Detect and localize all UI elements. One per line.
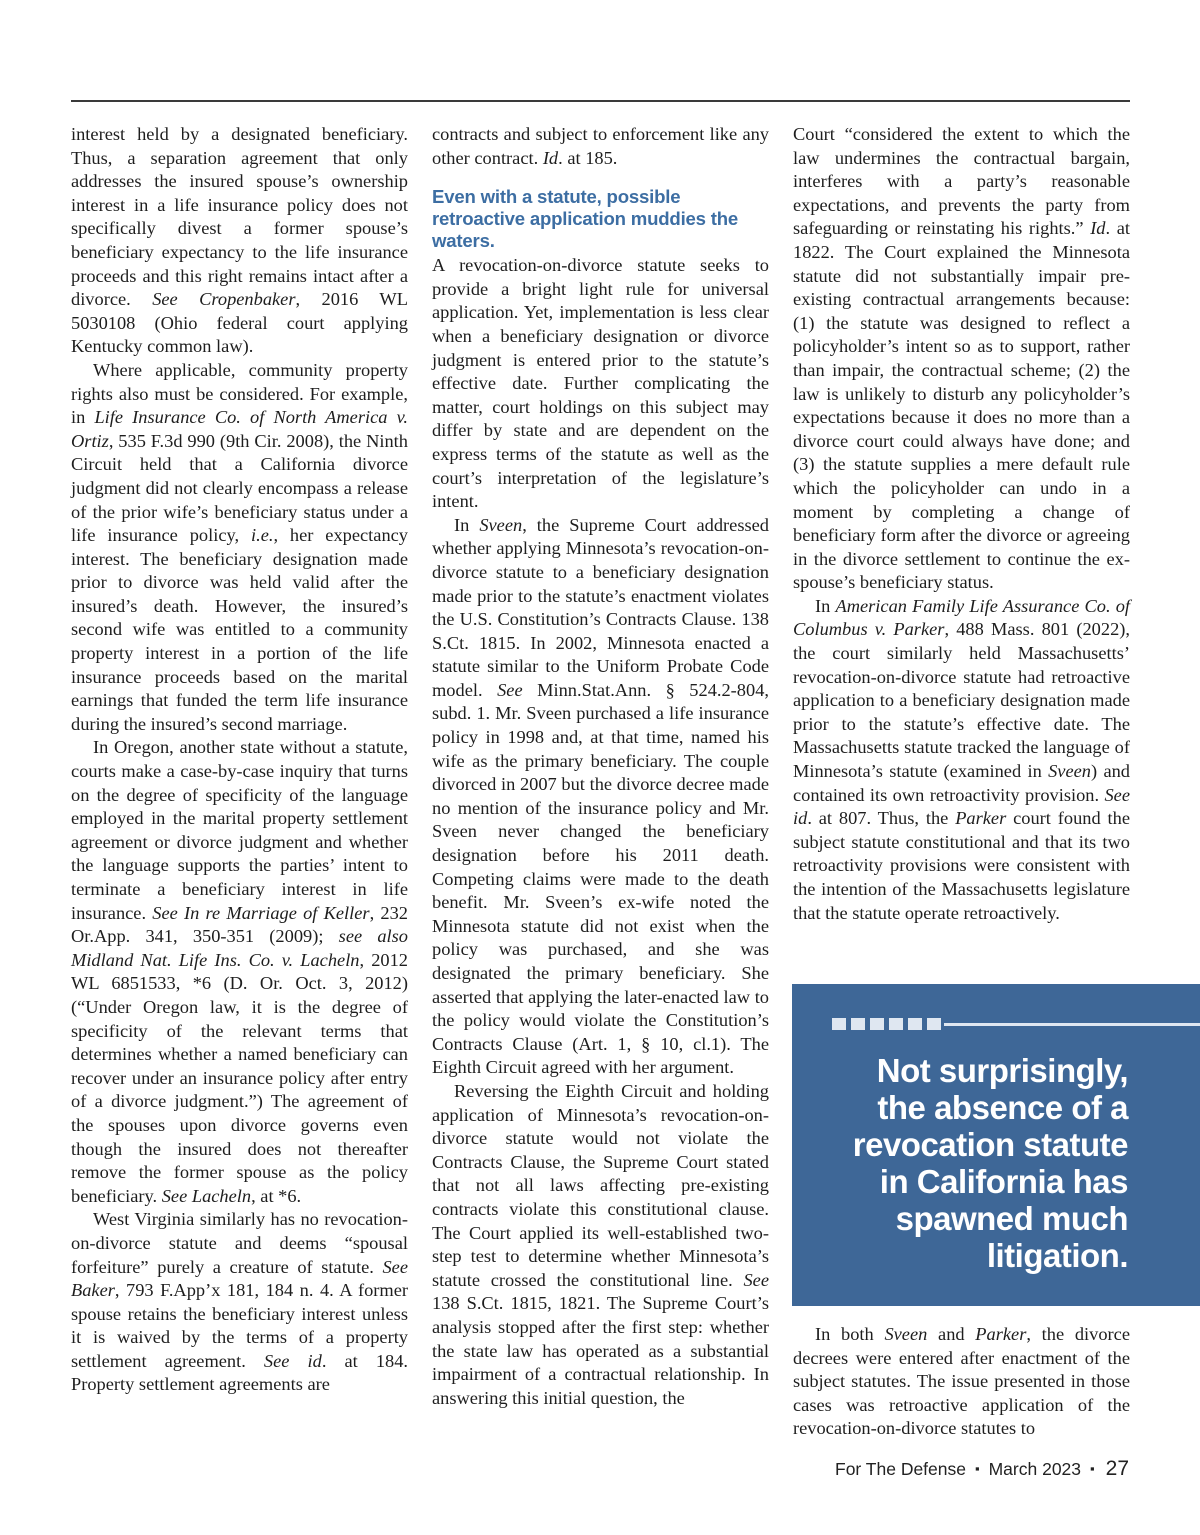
paragraph: contracts and subject to enforcement like any other contract. Id. at 185.	[432, 124, 769, 168]
paragraph: interest held by a designated beneficiary. Thus, a separation agreement that only addresses the insured spouse’s ownership interest in a life insurance policy does not specifically divest a former spouse’s beneficiary expectancy to the life insurance proceeds and this right remains intact after a divorce. See Cropenbaker, 2016 WL 5030108 (Ohio federal court applying Kentucky common law).	[71, 124, 408, 357]
pull-quote-text	[798, 1052, 1128, 1274]
deco-square	[927, 1018, 941, 1030]
page-footer	[835, 1457, 1129, 1481]
bullet-icon: ▪	[1090, 1461, 1095, 1476]
paragraph: A revocation-on-divorce statute seeks to provide a bright light rule for universal application. Yet, implementation is less clear when a beneficiary designation or divorce judgment is entered prior to the statute’s effective date. Further complicating the matter, court holdings on this subject may differ by state and are dependent on the express terms of the statute as well as the court’s interpretation of the legislature’s intent.	[432, 255, 769, 512]
paragraph: In both Sveen and Parker, the divorce decrees were entered after enactment of the subject statutes. The issue presented in those cases was retroactive application of the revocation-on-divorce statutes to	[793, 1324, 1130, 1439]
decorative-squares	[832, 1018, 1200, 1030]
pull-quote-line: revocation statute	[852, 1126, 1128, 1163]
section-subheading: Even with a statute, possible retroactive application muddies the waters.	[432, 186, 739, 252]
paragraph: Court “considered the extent to which the law undermines the contractual bargain, interferes with a party’s reasonable expectations, and prevents the party from safeguarding or reinstating his rights.” Id. at 1822. The Court explained the Minnesota statute did not substantially impair pre-existing contractual arrangements because: (1) the statute was designed to reflect a policyholder’s intent so as to support, rather than impair, the contractual scheme; (2) the law is unlikely to disturb any policyholder’s expectations because it does no more than a divorce court could always have done; and (3) the statute supplies a mere default rule which the policyholder can undo in a moment by completing a change of beneficiary form after the divorce or agreeing in the divorce settlement to continue the ex-spouse’s beneficiary status.	[793, 124, 1131, 593]
page-number: 27	[1105, 1457, 1129, 1480]
paragraph: In Sveen, the Supreme Court addressed whether applying Minnesota’s revocation-on-divorce statute to a beneficiary designation made prior to the statute’s enactment violates the U.S. Constitution’s Contracts Clause. 138 S.Ct. 1815. In 2002, Minnesota enacted a statute similar to the Uniform Probate Code model. See Minn.Stat.Ann. § 524.2-804, subd. 1. Mr. Sveen purchased a life insurance policy in 1998 and, at that time, named his wife as the primary beneficiary. The couple divorced in 2007 but the divorce decree made no mention of the insurance policy and Mr. Sveen never changed the beneficiary designation before his 2011 death. Competing claims were made to the death benefit. Mr. Sveen’s ex-wife noted the Minnesota statute did not exist when the policy was purchased, and she was designated the primary beneficiary. She asserted that applying the later-enacted law to the policy would violate the Constitution’s Contracts Clause (Art. 1, § 10, cl.1). The Eighth Circuit agreed with her argument.	[432, 514, 769, 1078]
deco-square	[870, 1018, 884, 1030]
deco-square	[908, 1018, 922, 1030]
pull-quote-line: litigation.	[986, 1237, 1128, 1274]
column-2	[432, 123, 769, 1410]
pull-quote-line: in California has	[879, 1163, 1128, 1200]
paragraph: Where applicable, community property rights also must be considered. For example, in Life Insurance Co. of North America v. Ortiz, 535 F.3d 990 (9th Cir. 2008), the Ninth Circuit held that a California divorce judgment did not clearly encompass a release of the prior wife’s beneficiary status under a life insurance policy, i.e., her expectancy interest. The beneficiary designation made prior to divorce was held valid after the insured’s death. However, the insured’s second wife was entitled to a community property interest in a portion of the life insurance proceeds based on the marital earnings that funded the term life insurance during the insured’s second marriage.	[71, 359, 408, 734]
pull-quote-line: Not surprisingly,	[876, 1052, 1128, 1089]
column-1	[71, 123, 408, 1397]
publication-name: For The Defense	[835, 1459, 966, 1479]
pull-quote-line: spawned much	[895, 1200, 1128, 1237]
pull-quote-line: the absence of a	[877, 1089, 1128, 1126]
deco-line	[944, 1023, 1200, 1026]
column-3-continued	[793, 1323, 1130, 1441]
paragraph: West Virginia similarly has no revocation-on-divorce statute and deems “spousal forfeiture” purely a creature of statute. See Baker, 793 F.App’x 181, 184 n. 4. A former spouse retains the beneficiary interest unless it is waived by the terms of a property settlement agreement. See id. at 184. Property settlement agreements are	[71, 1209, 408, 1395]
deco-square	[851, 1018, 865, 1030]
paragraph: In American Family Life Assurance Co. of Columbus v. Parker, 488 Mass. 801 (2022), the court similarly held Massachusetts’ revocation-on-divorce statute had retroactive application to a beneficiary designation made prior to the statute’s effective date. The Massachusetts statute tracked the language of Minnesota’s statute (examined in Sveen) and contained its own retroactivity provision. See id. at 807. Thus, the Parker court found the subject statute constitutional and that its two retroactivity provisions were consistent with the intention of the Massachusetts legislature that the statute operate retroactively.	[793, 595, 1131, 923]
deco-square	[832, 1018, 846, 1030]
pull-quote	[792, 984, 1200, 1306]
deco-square	[889, 1018, 903, 1030]
paragraph: Reversing the Eighth Circuit and holding application of Minnesota’s revocation-on-divorce statute would not violate the Contracts Clause, the Supreme Court stated that not all laws affecting pre-existing contracts violate this constitutional clause. The Court applied its well-established two-step test to determine whether Minnesota’s statute crossed the constitutional line. See 138 S.Ct. 1815, 1821. The Supreme Court’s analysis stopped after the first step: whether the state law has operated as a substantial impairment of a contractual relationship. In answering this initial question, the	[432, 1080, 769, 1408]
column-3	[793, 123, 1130, 925]
issue-date: March 2023	[988, 1459, 1082, 1479]
paragraph: In Oregon, another state without a statute, courts make a case-by-case inquiry that turns on the degree of specificity of the language employed in the marital property settlement agreement or divorce judgment and whether the language supports the parties’ intent to terminate a beneficiary interest in life insurance. See In re Marriage of Keller, 232 Or.App. 341, 350-351 (2009); see also Midland Nat. Life Ins. Co. v. Lacheln, 2012 WL 6851533, *6 (D. Or. Oct. 3, 2012)(“Under Oregon law, it is the degree of specificity of the relevant terms that determines whether a named beneficiary can recover under an insurance policy after entry of a divorce judgment.”) The agreement of the spouses upon divorce governs even though the insured does not thereafter remove the former spouse as the policy beneficiary. See Lacheln, at *6.	[71, 737, 408, 1206]
header-rule	[71, 100, 1130, 102]
bullet-icon: ▪	[975, 1461, 980, 1476]
